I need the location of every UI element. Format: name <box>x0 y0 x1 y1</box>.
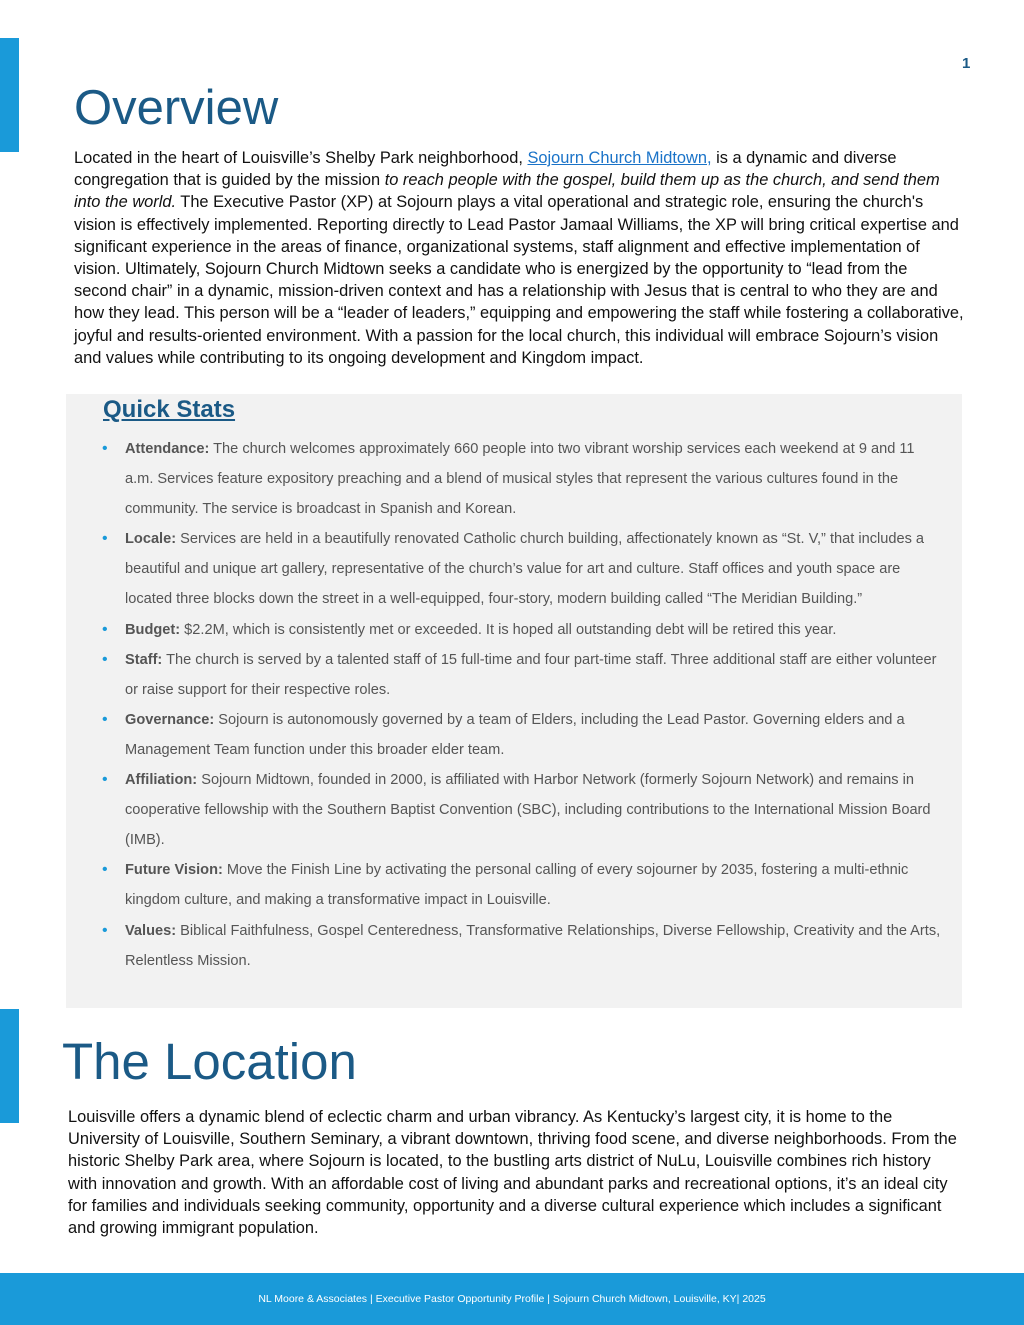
stat-label: Future Vision: <box>125 862 223 879</box>
stat-item-future-vision <box>102 855 942 915</box>
bullet-icon: • <box>102 650 108 668</box>
stat-item-budget <box>102 615 942 645</box>
stat-label: Values: <box>125 922 177 939</box>
stat-text: Services are held in a beautifully renovated Catholic church building, affectionately known as “St. V,” that includes a beautiful and unique art gallery, representative of the church’s value for art and culture. Staff offices and youth space are located three blocks down the street in a well-equipped, four-story, modern building called “The Meridian Building.” <box>125 531 925 608</box>
sojourn-church-midtown-link[interactable]: Sojourn Church Midtown, <box>527 149 712 167</box>
bullet-icon: • <box>102 440 108 457</box>
stat-item-affiliation <box>102 765 942 855</box>
stat-item-locale <box>102 524 942 614</box>
location-paragraph: Louisville offers a dynamic blend of eclectic charm and urban vibrancy. As Kentucky’s largest city, it is home to the University of Louisville, Southern Seminary, a vibrant downtown, thriving food scene, and diverse neighborhoods. From the historic Shelby Park area, where Sojourn is located, to the bustling arts district of NuLu, Louisville combines rich history with innovation and growth. With an affordable cost of living and abundant parks and recreational options, it’s an ideal city for families and individuals seeking community, opportunity and a diverse cultural experience which includes a significant and growing immigrant population. <box>68 1108 957 1238</box>
section-accent-bar-location <box>0 1009 19 1123</box>
overview-body-text: The Executive Pastor (XP) at Sojourn plays a vital operational and strategic role, ensuring the church's vision is effectively implemented. Reporting directly to Lead Pastor Jamaal Williams, the XP will bring critical expertise and significant experience in the areas of finance, organizational systems, staff alignment and effective implementation of vision. Ultimately, Sojourn Church Midtown seeks a candidate who is energized by the opportunity to “lead from the second chair” in a dynamic, mission-driven context and has a relationship with Jesus that is central to who they are and how they lead. This person will be a “leader of leaders,” equipping and empowering the staff while fostering a collaborative, joyful and results-oriented environment. With a passion for the local church, this individual will embrace Sojourn’s vision and values while contributing to its ongoing development and Kingdom impact. <box>74 193 964 367</box>
stat-text: Move the Finish Line by activating the personal calling of every sojourner by 2035, fostering a multi-ethnic kingdom culture, and making a transformative impact in Louisville. <box>125 862 909 909</box>
stat-label: Locale: <box>125 531 177 548</box>
quick-stats-list <box>102 434 942 976</box>
footer-text: NL Moore & Associates | Executive Pastor Opportunity Profile | Sojourn Church Midtown, Louisville, KY| 2025 <box>258 1293 766 1305</box>
stat-item-staff <box>102 645 942 705</box>
bullet-icon: • <box>102 771 108 789</box>
stat-text: The church welcomes approximately 660 people into two vibrant worship services each weekend at 9 and 11 a.m. Services feature expository preaching and a blend of musical styles that represent the various cultures found in the community. The service is broadcast in Spanish and Korean. <box>125 441 915 518</box>
bullet-icon: • <box>102 710 108 728</box>
bullet-icon: • <box>102 620 108 638</box>
stat-text: $2.2M, which is consistently met or exceeded. It is hoped all outstanding debt will be retired this year. <box>180 621 837 638</box>
bullet-icon: • <box>102 861 108 879</box>
stat-text: Biblical Faithfulness, Gospel Centeredness, Transformative Relationships, Diverse Fellowship, Creativity and the Arts, Relentless Mission. <box>125 922 941 969</box>
stat-text: The church is served by a talented staff of 15 full-time and four part-time staff. Three additional staff are either volunteer or raise support for their respective roles. <box>125 651 937 698</box>
stat-item-attendance <box>102 434 942 524</box>
page-number: 1 <box>962 55 971 72</box>
stat-item-governance <box>102 705 942 765</box>
overview-intro-continued: is a dynamic and diverse congregation that is guided by the mission <box>74 149 897 190</box>
overview-paragraph <box>74 147 964 369</box>
bullet-icon: • <box>102 530 108 548</box>
stat-label: Governance: <box>125 711 215 728</box>
overview-intro-text: Located in the heart of Louisville’s Shelby Park neighborhood, <box>74 149 528 167</box>
section-accent-bar-overview <box>0 38 19 152</box>
stat-label: Staff: <box>125 651 163 668</box>
stat-label: Budget: <box>125 621 181 638</box>
stat-item-values <box>102 916 942 976</box>
mission-statement: to reach people with the gospel, build them up as the church, and send them into the world. <box>74 171 940 212</box>
overview-title: Overview <box>74 81 279 135</box>
stat-text: Sojourn Midtown, founded in 2000, is affiliated with Harbor Network (formerly Sojourn Network) and remains in cooperative fellowship with the Southern Baptist Convention (SBC), including contributions to the International Mission Board (IMB). <box>125 772 931 849</box>
page-footer <box>0 1273 1024 1325</box>
quick-stats-panel <box>66 394 962 1008</box>
stat-label: Affiliation: <box>125 772 198 789</box>
bullet-icon: • <box>102 921 108 939</box>
location-title: The Location <box>62 1033 357 1090</box>
stat-label: Attendance: <box>125 441 210 457</box>
quick-stats-heading: Quick Stats <box>103 396 236 423</box>
stat-text: Sojourn is autonomously governed by a team of Elders, including the Lead Pastor. Governing elders and a Management Team function under this broader elder team. <box>125 711 905 758</box>
